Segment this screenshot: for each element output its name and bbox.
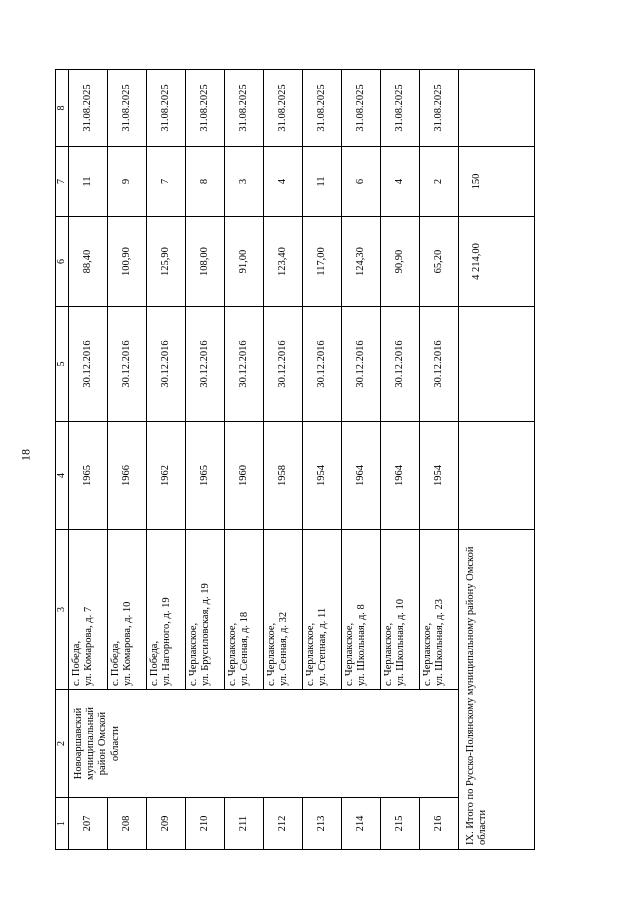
address-line-street: ул. Школьная, д. 8 (356, 604, 368, 686)
year-cell: 1966 (108, 422, 147, 530)
page-number: 18 (18, 449, 33, 461)
address-line-street: ул. Степная, д. 11 (317, 607, 329, 686)
area-cell: 125,90 (147, 217, 186, 307)
address-cell (108, 530, 147, 690)
row-number: 216 (420, 798, 459, 850)
total-area: 4 214,00 (459, 217, 535, 307)
date-cell: 30.12.2016 (342, 307, 381, 422)
header-cell: 4 (56, 422, 69, 530)
address-cell (264, 530, 303, 690)
housing-table (55, 69, 535, 850)
header-cell: 5 (56, 307, 69, 422)
header-cell: 6 (56, 217, 69, 307)
rotated-table-container (55, 70, 535, 850)
deadline-cell: 31.08.2025 (108, 70, 147, 147)
deadline-cell: 31.08.2025 (69, 70, 108, 147)
people-cell: 2 (420, 147, 459, 217)
date-cell: 30.12.2016 (69, 307, 108, 422)
date-cell: 30.12.2016 (381, 307, 420, 422)
people-cell: 4 (381, 147, 420, 217)
address-line-settlement: с. Победа, (110, 640, 122, 686)
total-empty (459, 422, 535, 530)
people-cell: 4 (264, 147, 303, 217)
address-cell (342, 530, 381, 690)
address-cell (420, 530, 459, 690)
area-cell: 91,00 (225, 217, 264, 307)
row-number: 215 (381, 798, 420, 850)
people-cell: 7 (147, 147, 186, 217)
header-cell: 7 (56, 147, 69, 217)
people-cell: 3 (225, 147, 264, 217)
address-cell (225, 530, 264, 690)
area-cell: 90,90 (381, 217, 420, 307)
date-cell: 30.12.2016 (186, 307, 225, 422)
row-number: 211 (225, 798, 264, 850)
row-number: 212 (264, 798, 303, 850)
date-cell: 30.12.2016 (147, 307, 186, 422)
area-cell: 88,40 (69, 217, 108, 307)
address-line-street: ул. Комарова, д. 7 (83, 606, 95, 686)
address-cell (69, 530, 108, 690)
row-number: 208 (108, 798, 147, 850)
address-line-street: ул. Школьная, д. 23 (434, 598, 446, 686)
address-line-settlement: с. Победа, (71, 640, 83, 686)
deadline-cell: 31.08.2025 (342, 70, 381, 147)
deadline-cell: 31.08.2025 (264, 70, 303, 147)
deadline-cell: 31.08.2025 (225, 70, 264, 147)
address-line-settlement: с. Черлакское, (305, 622, 317, 686)
people-cell: 9 (108, 147, 147, 217)
date-cell: 30.12.2016 (108, 307, 147, 422)
header-cell: 1 (56, 798, 69, 850)
district-cell: Новоаршавский муниципальный район Омской области (69, 690, 459, 798)
year-cell: 1954 (303, 422, 342, 530)
date-cell: 30.12.2016 (420, 307, 459, 422)
area-cell: 108,00 (186, 217, 225, 307)
year-cell: 1958 (264, 422, 303, 530)
deadline-cell: 31.08.2025 (381, 70, 420, 147)
address-line-street: ул. Сенная, д. 32 (278, 611, 290, 686)
area-cell: 117,00 (303, 217, 342, 307)
header-row (56, 70, 69, 850)
total-empty (459, 307, 535, 422)
header-cell: 3 (56, 530, 69, 690)
total-row (459, 70, 535, 850)
deadline-cell: 31.08.2025 (186, 70, 225, 147)
address-line-settlement: с. Черлакское, (266, 622, 278, 686)
deadline-cell: 31.08.2025 (147, 70, 186, 147)
address-cell (186, 530, 225, 690)
header-cell: 2 (56, 690, 69, 798)
area-cell: 124,30 (342, 217, 381, 307)
address-line-settlement: с. Черлакское, (422, 622, 434, 686)
year-cell: 1964 (381, 422, 420, 530)
year-cell: 1964 (342, 422, 381, 530)
table-row (69, 70, 108, 850)
address-line-street: ул. Школьная, д. 10 (395, 598, 407, 686)
address-line-street: ул. Сенная, д. 18 (239, 611, 251, 686)
total-empty (459, 70, 535, 147)
year-cell: 1962 (147, 422, 186, 530)
people-cell: 6 (342, 147, 381, 217)
area-cell: 100,90 (108, 217, 147, 307)
deadline-cell: 31.08.2025 (303, 70, 342, 147)
date-cell: 30.12.2016 (225, 307, 264, 422)
address-cell (381, 530, 420, 690)
year-cell: 1965 (69, 422, 108, 530)
year-cell: 1960 (225, 422, 264, 530)
address-line-settlement: с. Черлакское, (383, 622, 395, 686)
year-cell: 1965 (186, 422, 225, 530)
people-cell: 11 (303, 147, 342, 217)
address-line-settlement: с. Черлакское, (188, 622, 200, 686)
address-line-street: ул. Брусиловская, д. 19 (200, 583, 212, 686)
row-number: 209 (147, 798, 186, 850)
row-number: 213 (303, 798, 342, 850)
total-people: 150 (459, 147, 535, 217)
address-line-settlement: с. Черлакское, (344, 622, 356, 686)
deadline-cell: 31.08.2025 (420, 70, 459, 147)
address-line-street: ул. Нагорного, д. 19 (161, 597, 173, 686)
address-cell (303, 530, 342, 690)
address-line-street: ул. Комарова, д. 10 (122, 601, 134, 686)
people-cell: 8 (186, 147, 225, 217)
area-cell: 123,40 (264, 217, 303, 307)
row-number: 207 (69, 798, 108, 850)
address-cell (147, 530, 186, 690)
row-number: 210 (186, 798, 225, 850)
year-cell: 1954 (420, 422, 459, 530)
address-line-settlement: с. Победа, (149, 640, 161, 686)
address-line-settlement: с. Черлакское, (227, 622, 239, 686)
row-number: 214 (342, 798, 381, 850)
total-label: IX. Итого по Русско-Полянскому муниципальному району Омской области (459, 530, 535, 850)
people-cell: 11 (69, 147, 108, 217)
date-cell: 30.12.2016 (264, 307, 303, 422)
area-cell: 65,20 (420, 217, 459, 307)
header-cell: 8 (56, 70, 69, 147)
date-cell: 30.12.2016 (303, 307, 342, 422)
